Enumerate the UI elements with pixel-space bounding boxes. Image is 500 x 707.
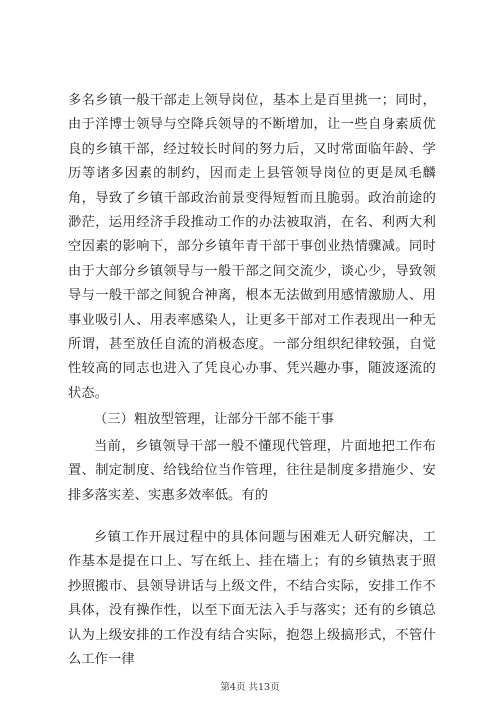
- paragraph-1: 多名乡镇一般干部走上领导岗位，基本上是百里挑一；同时，由于洋博士领导与空降兵领导的不断增加，让一些自身素质优良的乡镇干部，经过较长时间的努力后，又时常面临年龄、学历等诸多因素的制约，因而走上县管领导岗位的更是凤毛麟角，导致了乡镇干部政治前景变得短暂而且脆弱。政治前途的渺茫，运用经济手段推动工作的办法被取消，在名、利两大利空因素的影响下，部分乡镇年青干部干事创业热情骤减。同时由于大部分乡镇领导与一般干部之间交流少，谈心少，导致领导与一般干部之间貌合神离，根本无法做到用感情激励人、用事业吸引人、用表率感染人，让更多干部对工作表现出一种无所谓，甚至放任自流的消极态度。一部分组织纪律较强，自觉性较高的同志也进入了凭良心办事、凭兴趣办事，随波逐流的状态。: [68, 93, 436, 401]
- section-heading: （三）粗放型管理，让部分干部不能干事: [94, 412, 335, 428]
- document-body: [68, 89, 436, 672]
- paragraph-3: 乡镇工作开展过程中的具体问题与困难无人研究解决，工作基本是提在口上、写在纸上、挂在墙上；有的乡镇热衷于照抄照搬市、县领导讲话与上级文件，不结合实际，安排工作不具体，没有操作性，以至下面无法入手与落实；还有的乡镇总认为上级安排的工作没有结合实际，抱怨上级搞形式，不管什么工作一律: [68, 529, 436, 667]
- paragraph-2: 当前，乡镇领导干部一般不懂现代管理，片面地把工作布置、制定制度、给钱给位当作管理，往往是制度多措施少、安排多落实差、实惠多效率低。有的: [68, 438, 436, 503]
- page-number-footer: 第4页 共13页: [220, 682, 280, 693]
